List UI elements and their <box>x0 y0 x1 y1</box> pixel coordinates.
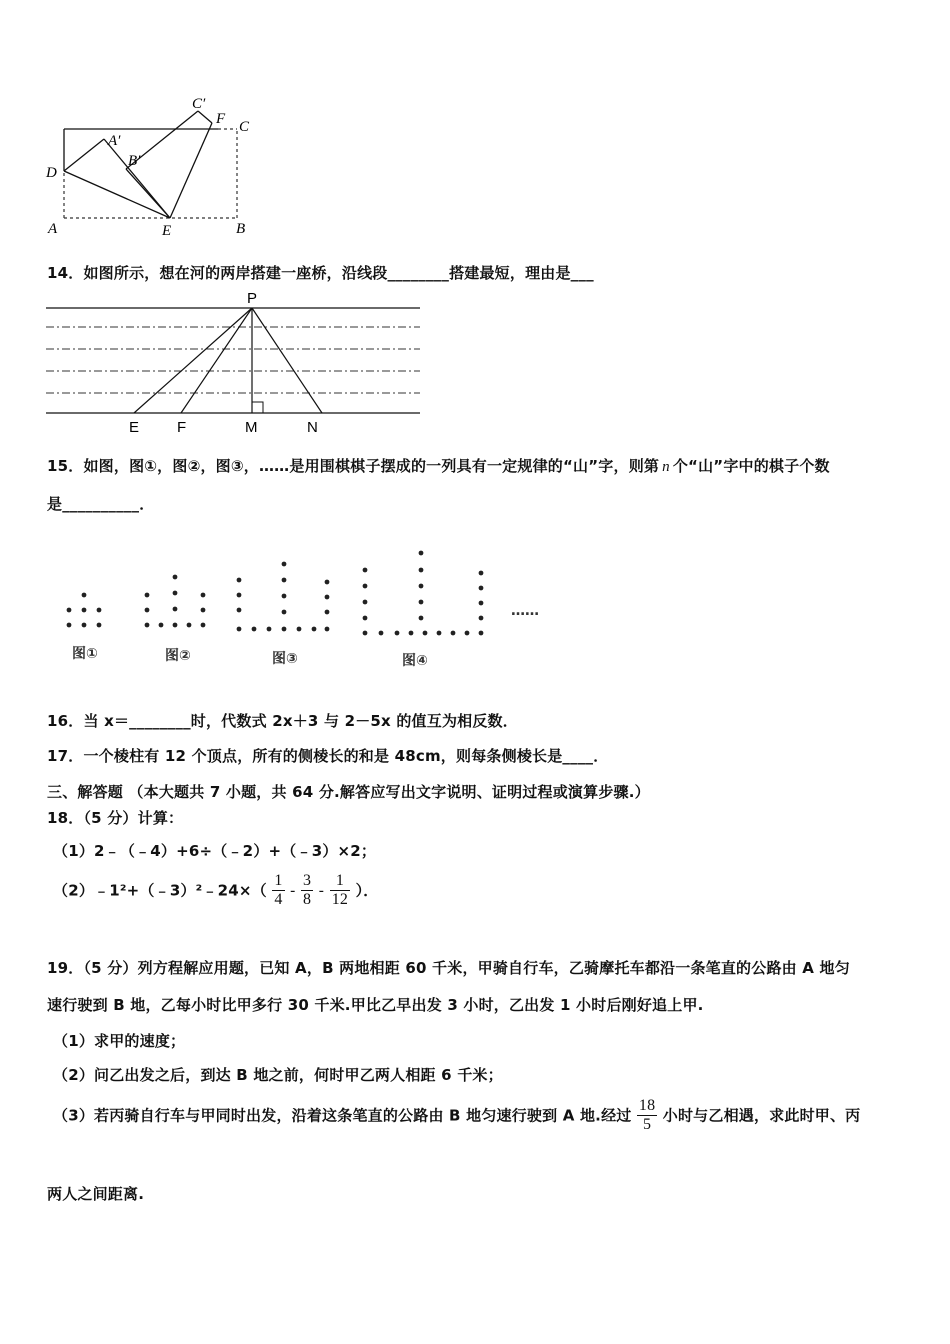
river-bridge-figure <box>40 290 430 438</box>
fraction-1-4 <box>272 872 284 909</box>
caption-fig-2: 图② <box>165 648 191 664</box>
question-19-line-2: 速行驶到 B 地，乙每小时比甲多行 30 千米.甲比乙早出发 3 小时，乙出发 1 小时后刚好追上甲. <box>47 996 704 1014</box>
label-p: P <box>247 290 258 307</box>
question-18-part-1: （1）2﹣（﹣4）+6÷（﹣2）+（﹣3）×2； <box>53 842 377 860</box>
minus-sign: - <box>289 881 296 900</box>
q15-text-end: 个“山”字中的棋子个数 <box>672 457 830 475</box>
label-c-prime: C′ <box>192 96 206 112</box>
frac-den: 8 <box>303 891 312 908</box>
caption-fig-4: 图④ <box>402 653 428 669</box>
question-18-title: 18．（5 分）计算： <box>47 809 184 827</box>
fraction-18-5 <box>637 1097 657 1134</box>
question-18-part-2 <box>53 872 378 909</box>
frac-den: 12 <box>331 891 349 908</box>
label-e: E <box>162 223 172 239</box>
caption-fig-3: 图③ <box>272 651 298 667</box>
label-b-prime: B′ <box>128 153 141 169</box>
question-15-line2: 是__________． <box>47 495 155 513</box>
q19-part3-post: 小时与乙相遇，求此时甲、丙 <box>662 1106 861 1125</box>
question-19-part-3 <box>53 1097 860 1134</box>
q19-part3-pre: （3）若丙骑自行车与甲同时出发，沿着这条笔直的公路由 B 地匀速行驶到 A 地.经过 <box>53 1106 632 1125</box>
question-19-part-2: （2）问乙出发之后，到达 B 地之前，何时甲乙两人相距 6 千米； <box>53 1066 503 1084</box>
q15-text-start: 15．如图，图①，图②，图③，……是用围棋棋子摆成的一列具有一定规律的“山”字，则第 <box>47 457 660 475</box>
fraction-3-8 <box>301 872 313 909</box>
q15-var-n: n <box>662 459 670 475</box>
frac-den: 5 <box>637 1115 657 1134</box>
label-e-bank: E <box>129 419 140 436</box>
frac-den: 4 <box>274 891 283 908</box>
label-c: C <box>239 119 250 135</box>
q18-part2-pre: （2）﹣1²+（﹣3）²﹣24×（ <box>53 881 267 900</box>
frac-num: 3 <box>303 872 312 889</box>
section-3-heading: 三、解答题 （本大题共 7 小题，共 64 分.解答应写出文字说明、证明过程或演算步骤.） <box>47 783 650 801</box>
label-n: N <box>307 419 318 436</box>
label-f-bank: F <box>177 419 187 436</box>
question-14: 14．如图所示，想在河的两岸搭建一座桥，沿线段________搭建最短，理由是___ <box>47 264 594 282</box>
question-16: 16．当 x＝________时，代数式 2x＋3 与 2－5x 的值互为相反数． <box>47 712 518 730</box>
label-m: M <box>245 419 258 436</box>
q18-part2-post: ）． <box>355 881 379 900</box>
label-a: A <box>48 221 58 237</box>
shan-pattern-figure <box>55 540 555 640</box>
question-19-part-1: （1）求甲的速度； <box>53 1032 186 1050</box>
minus-sign: - <box>318 881 325 900</box>
question-19-part-3-line-2: 两人之间距离. <box>47 1185 145 1203</box>
question-19-line-1: 19．（5 分）列方程解应用题，已知 A，B 两地相距 60 千米，甲骑自行车，乙骑摩托车都沿一条笔直的公路由 A 地匀 <box>47 959 850 977</box>
question-17: 17．一个棱柱有 12 个顶点，所有的侧棱长的和是 48cm，则每条侧棱长是____． <box>47 747 609 765</box>
label-f: F <box>216 111 226 127</box>
ellipsis: …… <box>511 603 539 619</box>
fraction-1-12 <box>330 872 350 909</box>
frac-num: 1 <box>335 872 345 889</box>
caption-fig-1: 图① <box>72 646 98 662</box>
fold-rectangle-figure <box>40 95 270 245</box>
label-b: B <box>236 221 246 237</box>
frac-num: 1 <box>274 872 283 889</box>
label-a-prime: A′ <box>108 133 121 149</box>
question-15-line1 <box>47 455 830 476</box>
label-d: D <box>46 165 57 181</box>
frac-num: 18 <box>638 1097 656 1114</box>
